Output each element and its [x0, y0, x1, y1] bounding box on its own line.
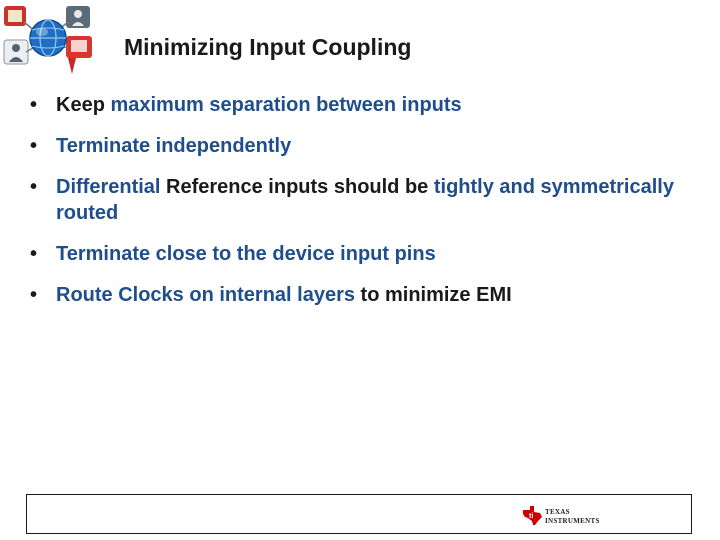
bullet-text-plain: Reference inputs should be [160, 176, 434, 198]
bullet-marker: • [30, 243, 38, 265]
ti-logo-line2: INSTRUMENTS [545, 517, 600, 525]
bullet-text-highlight: Terminate independently [56, 135, 292, 157]
bullet-text-highlight: Terminate close to the device input pins [56, 243, 436, 265]
slide-title: Minimizing Input Coupling [124, 34, 412, 60]
bullet-item [30, 92, 690, 118]
bullet-item [30, 282, 690, 308]
bullet-marker: • [30, 284, 38, 306]
bullet-marker: • [30, 94, 38, 116]
bullet-item [30, 133, 690, 159]
svg-text:ti: ti [529, 513, 534, 520]
bullet-marker: • [30, 176, 38, 198]
bullet-text-plain: Keep [56, 94, 111, 116]
network-globe-icon [2, 2, 98, 78]
bullet-text-highlight: tightly and symmetrically routed [56, 176, 674, 224]
ti-logo-icon [521, 504, 616, 528]
bullet-item [30, 241, 690, 267]
ti-logo-line1: TEXAS [545, 508, 570, 516]
bullet-text-highlight: Differential [56, 176, 161, 198]
bullet-item [30, 174, 690, 226]
bullet-text-plain: to minimize EMI [354, 284, 512, 306]
bullet-text-highlight: maximum separation between inputs [110, 94, 462, 116]
bullet-text-highlight: Route Clocks on internal layers [56, 284, 355, 306]
bullet-list [30, 92, 690, 323]
bullet-marker: • [30, 135, 38, 157]
